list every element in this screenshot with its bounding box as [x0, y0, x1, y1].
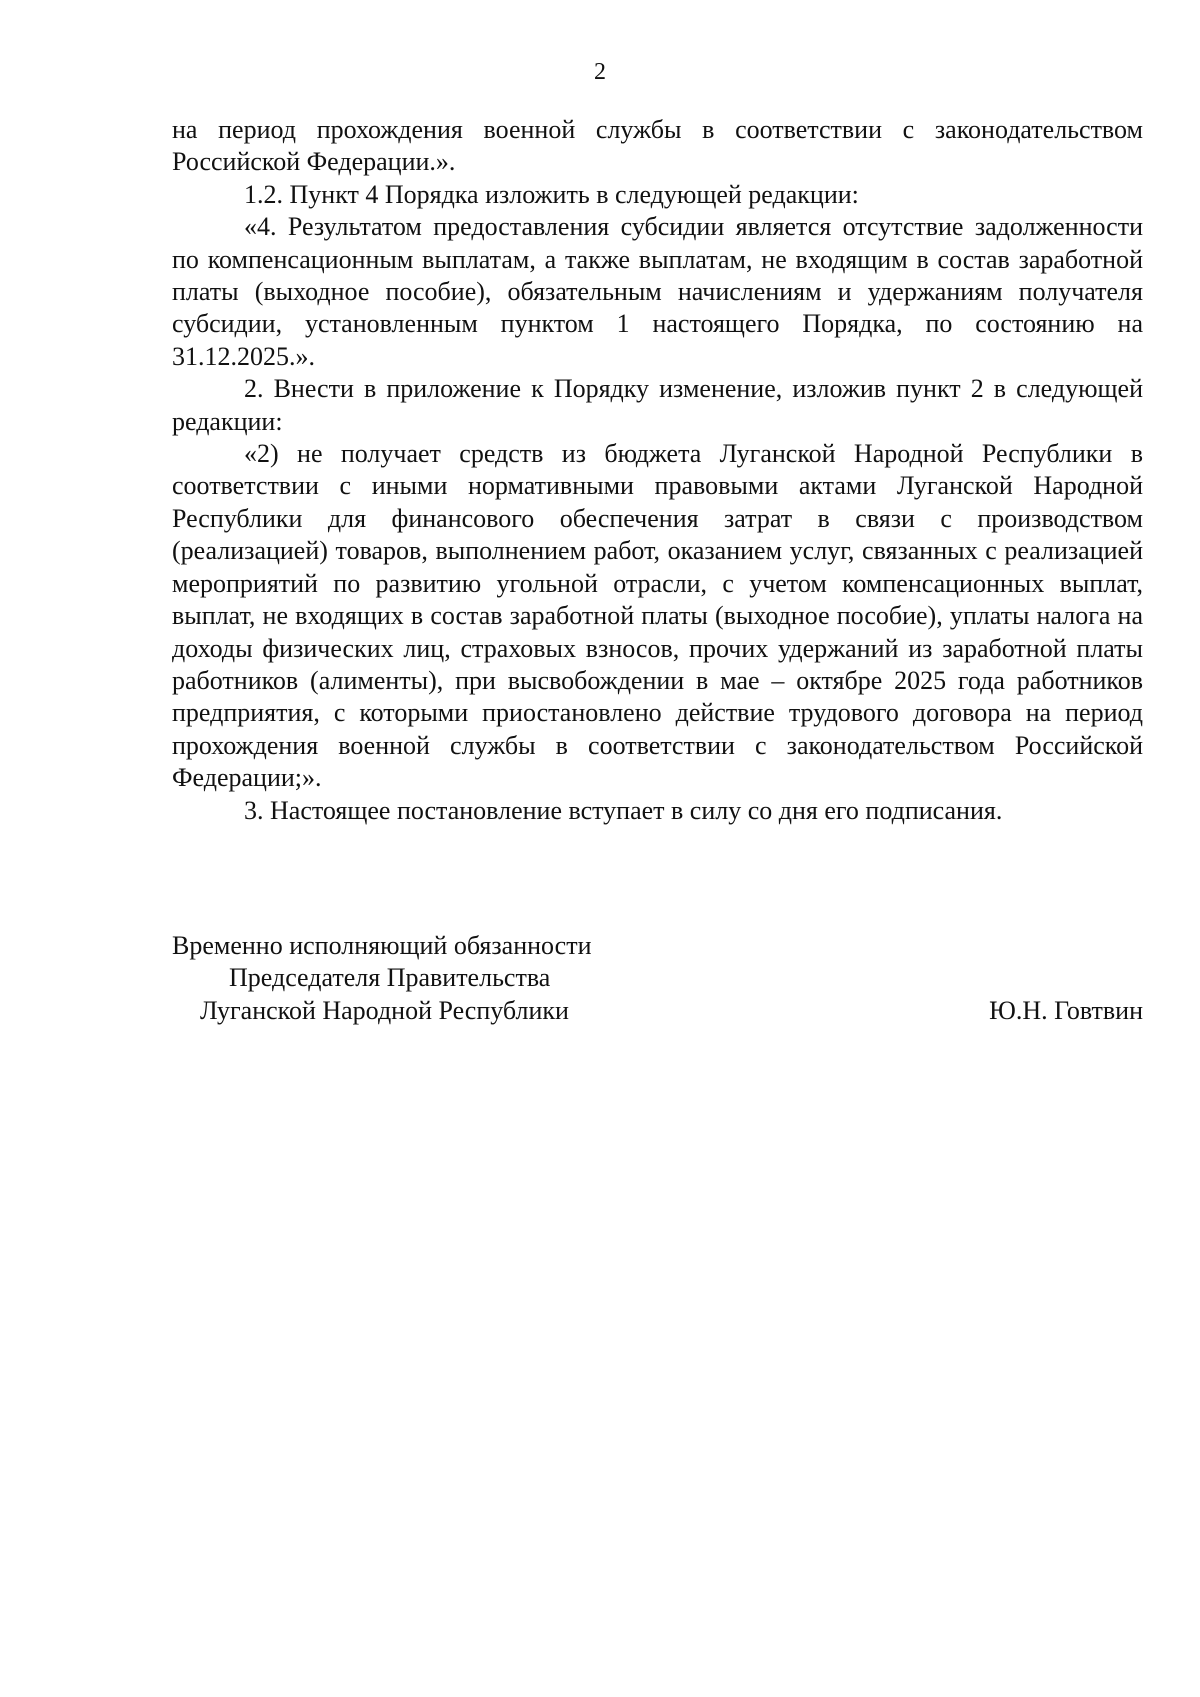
document-body — [172, 114, 1143, 827]
signatory-position-line-1: Временно исполняющий обязанности — [172, 931, 592, 960]
paragraph: 1.2. Пункт 4 Порядка изложить в следующей редакции: — [244, 179, 859, 209]
signatory-name: Ю.Н. Говтвин — [989, 995, 1143, 1025]
paragraph: 2. Внести в приложение к Порядку изменение, изложив пункт 2 в следующей редакции: — [172, 374, 1143, 436]
signatory-position-line-3: Луганской Народной Республики — [200, 995, 569, 1025]
paragraph: на период прохождения военной службы в соответствии с законодательством Российской Федерации.». — [172, 115, 1143, 177]
page-number: 2 — [594, 59, 606, 85]
signatory-position-line-2: Председателя Правительства — [229, 963, 551, 993]
paragraph: «2) не получает средств из бюджета Луганской Народной Республики в соответствии с иными нормативными правовыми актами Луганской Народной Республики для финансового обеспечения затрат в связи с производством (реализацией) товаров, выполнением работ, оказанием услуг, связанных с реализацией мероприятий по развитию угольной отрасли, с учетом компенсационных выплат, выплат, не входящих в состав заработной платы (выходное пособие), уплаты налога на доходы физических лиц, страховых взносов, прочих удержаний из заработной платы работников (алименты), при высвобождении в мае – октябре 2025 года работников предприятия, с которыми приостановлено действие трудового договора на период прохождения военной службы в соответствии с законодательством Российской Федерации;». — [172, 439, 1143, 793]
paragraph: «4. Результатом предоставления субсидии является отсутствие задолженности по компенсационным выплатам, а также выплатам, не входящим в состав заработной платы (выходное пособие), обязательным начислениям и удержаниям получателя субсидии, установленным пунктом 1 настоящего Порядка, по состоянию на 31.12.2025.». — [172, 212, 1143, 371]
paragraph: 3. Настоящее постановление вступает в силу со дня его подписания. — [244, 795, 1003, 825]
signature-block — [172, 930, 1143, 1027]
